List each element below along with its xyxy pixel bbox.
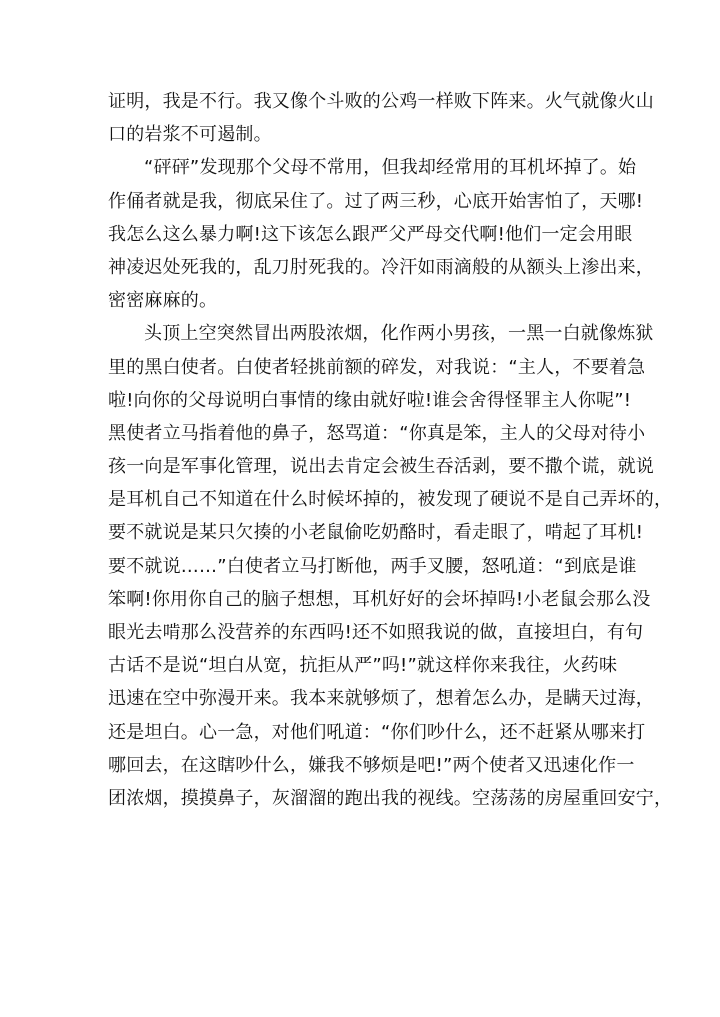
- text-line: 迅速在空中弥漫开来。我本来就够烦了，想着怎么办，是瞒天过海，: [108, 688, 654, 710]
- paragraph-start-line: 头顶上空突然冒出两股浓烟，化作两小男孩，一黑一白就像炼狱: [144, 323, 654, 345]
- text-line: 我怎么这么暴力啊!这下该怎么跟严父严母交代啊!他们一定会用眼: [108, 223, 633, 245]
- text-line: 笨啊!你用你自己的脑子想想，耳机好好的会坏掉吗!小老鼠会那么没: [108, 588, 651, 610]
- text-line: 里的黑白使者。白使者轻挑前额的碎发，对我说：“主人，不要着急: [108, 356, 646, 378]
- text-line: 神凌迟处死我的，乱刀肘死我的。冷汗如雨滴般的从额头上渗出来，: [108, 256, 654, 278]
- text-line: 啦!向你的父母说明白事情的缘由就好啦!谁会舍得怪罪主人你呢”!: [108, 389, 632, 411]
- text-line: 密密麻麻的。: [108, 290, 218, 312]
- text-line: 要不就说……”白使者立马打断他，两手叉腰，怒吼道：“到底是谁: [108, 555, 637, 577]
- text-line: 要不就说是某只欠揍的小老鼠偷吃奶酪时，看走眼了，啃起了耳机!: [108, 522, 644, 544]
- text-line: 证明，我是不行。我又像个斗败的公鸡一样败下阵来。火气就像火山: [108, 91, 654, 112]
- document-page: [108, 85, 673, 815]
- text-line: 团浓烟，摸摸鼻子，灰溜溜的跑出我的视线。空荡荡的房屋重回安宁，: [108, 787, 673, 809]
- text-line: 还是坦白。心一急，对他们吼道：“你们吵什么，还不赶紧从哪来打: [108, 721, 646, 743]
- text-line: 口的岩浆不可遏制。: [108, 124, 272, 146]
- text-line: 黑使者立马指着他的鼻子，怒骂道：“你真是笨，主人的父母对待小: [108, 422, 646, 444]
- text-line: 作俑者就是我，彻底呆住了。过了两三秒，心底开始害怕了，天哪!: [108, 190, 644, 212]
- text-line: 哪回去，在这瞎吵什么，嫌我不够烦是吧!”两个使者又迅速化作一: [108, 754, 635, 776]
- text-line: 眼光去啃那么没营养的东西吗!还不如照我说的做，直接坦白，有句: [108, 622, 644, 643]
- text-line: 古话不是说“坦白从宽，抗拒从严”吗!”就这样你来我往，火药味: [108, 655, 618, 677]
- paragraph-start-line: “砰砰”发现那个父母不常用，但我却经常用的耳机坏掉了。始: [144, 157, 637, 179]
- text-line: 是耳机自己不知道在什么时候坏掉的，被发现了硬说不是自己弄坏的，: [108, 489, 673, 511]
- text-line: 孩一向是军事化管理，说出去肯定会被生吞活剥，要不撒个谎，就说: [108, 456, 654, 478]
